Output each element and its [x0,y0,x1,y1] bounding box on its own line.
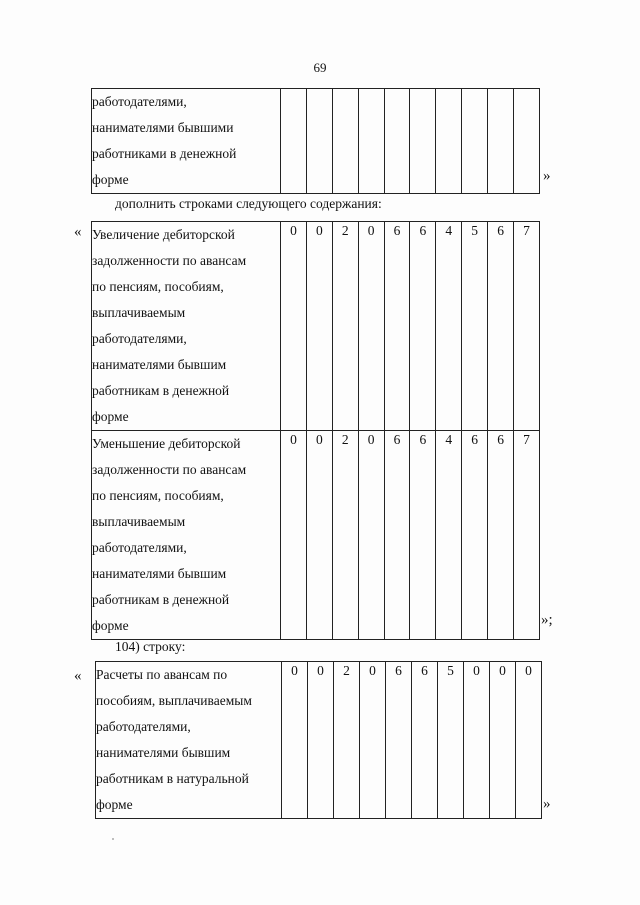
close-quote-mark: » [543,168,551,184]
label-line: задолженности по авансам [92,253,247,268]
label-line: работодателями, [92,94,187,109]
code-digit: 6 [462,431,488,640]
code-digit: 5 [438,662,464,819]
close-quote-mark: » [543,796,551,812]
table-row [96,662,542,819]
code-digit: 4 [436,431,462,640]
code-cell [358,89,384,194]
code-cell [306,89,332,194]
code-digit: 0 [358,431,384,640]
code-digit: 2 [332,431,358,640]
code-digit: 6 [488,222,514,431]
code-digit: 0 [516,662,542,819]
code-cell [514,89,540,194]
code-cell [436,89,462,194]
code-digit: 0 [306,222,332,431]
label-line: форме [92,172,129,187]
section-label: 104) строку: [115,639,186,654]
label-line: задолженности по авансам [92,462,247,477]
code-cell [384,89,410,194]
code-digit: 6 [384,222,410,431]
label-line: по пенсиям, пособиям, [92,279,224,294]
code-digit: 7 [514,431,540,640]
code-digit: 0 [306,431,332,640]
code-cell [332,89,358,194]
code-digit: 4 [436,222,462,431]
code-cell [488,89,514,194]
label-line: выплачиваемым [92,514,186,529]
open-quote-mark: « [74,668,82,684]
code-digit: 2 [334,662,360,819]
code-digit: 0 [281,431,307,640]
code-digit: 0 [308,662,334,819]
code-digit: 0 [358,222,384,431]
label-line: форме [92,409,129,424]
label-line: форме [92,618,129,633]
code-digit: 6 [488,431,514,640]
row-label [96,662,282,819]
code-cell [410,89,436,194]
label-line: работодателями, [92,540,187,555]
code-digit: 6 [410,431,436,640]
page-number: 69 [313,60,327,75]
code-digit: 2 [332,222,358,431]
close-quote-mark: »; [541,612,553,628]
label-line: выплачиваемым [92,305,186,320]
code-digit: 6 [384,431,410,640]
label-line: работниками в денежной [92,146,237,161]
code-digit: 6 [410,222,436,431]
label-line: нанимателями бывшим [96,745,231,760]
open-quote-mark: « [74,224,82,240]
code-digit: 7 [514,222,540,431]
code-cell [462,89,488,194]
row-label [92,431,281,640]
table-row [92,89,540,194]
code-digit: 0 [464,662,490,819]
table-row [92,222,540,431]
middle-table [91,221,540,640]
label-line: нанимателями бывшим [92,566,227,581]
label-line: пособиям, выплачиваемым [96,693,252,708]
label-line: Расчеты по авансам по [96,667,228,682]
label-line: нанимателями бывшим [92,357,227,372]
code-digit: 6 [386,662,412,819]
top-table [91,88,540,194]
label-line: Увеличение дебиторской [92,227,235,242]
label-line: работодателями, [96,719,191,734]
code-digit: 5 [462,222,488,431]
label-line: форме [96,797,133,812]
code-digit: 0 [282,662,308,819]
label-line: работникам в натуральной [96,771,249,786]
code-cell [281,89,307,194]
row-label [92,222,281,431]
code-digit: 6 [412,662,438,819]
scan-speck [112,838,114,840]
label-line: работникам в денежной [92,383,230,398]
code-digit: 0 [360,662,386,819]
label-line: Уменьшение дебиторской [92,436,241,451]
label-line: по пенсиям, пособиям, [92,488,224,503]
table-row [92,431,540,640]
label-line: работодателями, [92,331,187,346]
code-digit: 0 [490,662,516,819]
instruction-text: дополнить строками следующего содержания: [115,196,382,211]
top-row-label [92,89,281,194]
label-line: работникам в денежной [92,592,230,607]
bottom-table [95,661,542,819]
code-digit: 0 [281,222,307,431]
label-line: нанимателями бывшими [92,120,234,135]
